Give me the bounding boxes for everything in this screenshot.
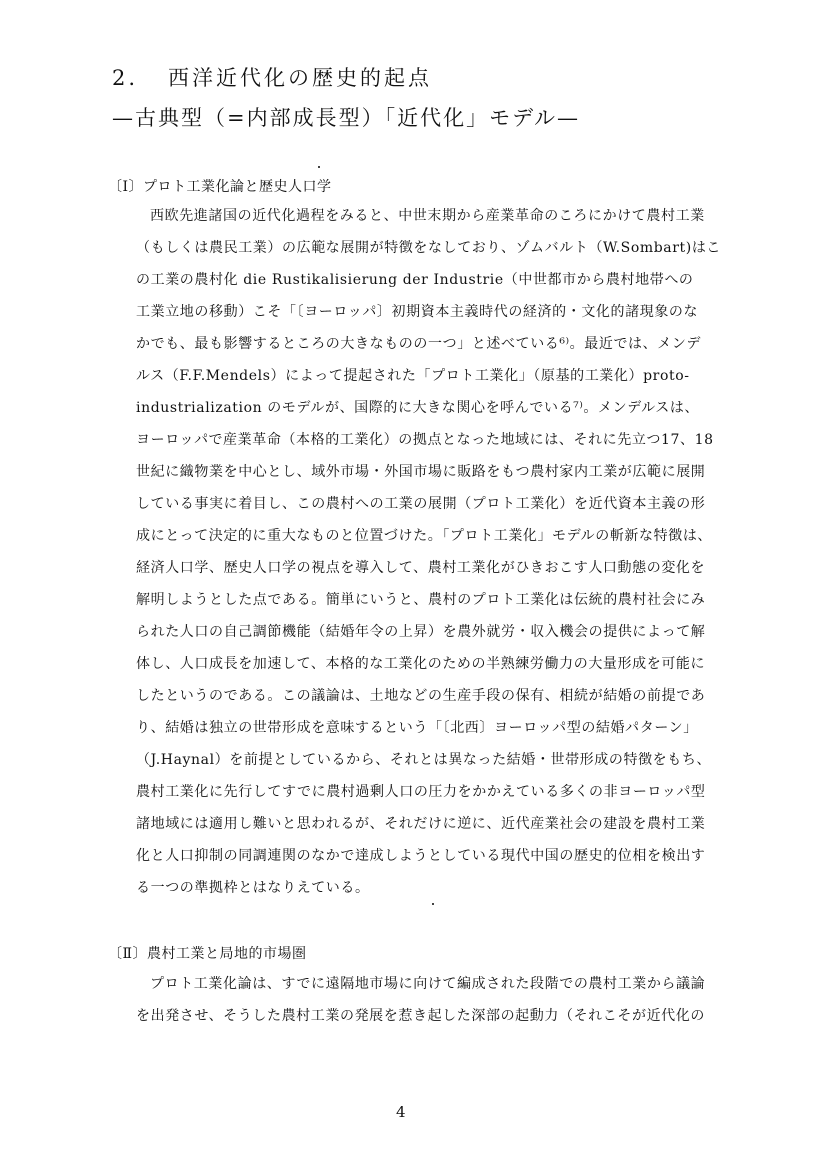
text-line: 成にとって決定的に重大なものと位置づけた。「プロト工業化」モデルの斬新な特徴は、 xyxy=(136,528,713,544)
text-line: 諸地域には適用し難いと思われるが、それだけに逆に、近代産業社会の建設を農村工業 xyxy=(136,816,706,832)
text-line: 経済人口学、歴史人口学の視点を導入して、農村工業化がひきおこす人口動態の変化を xyxy=(136,560,706,576)
text-line: る一つの準拠枠とはなりえている。 xyxy=(136,880,370,896)
text-line: 世紀に織物業を中心とし、域外市場・外国市場に販路をもつ農村家内工業が広範に展開 xyxy=(136,464,706,480)
scan-speck xyxy=(318,166,320,168)
text-line: （J.Haynal）を前提としているから、それとは異なった結婚・世帯形成の特徴をもち、 xyxy=(136,752,712,768)
page-number: 4 xyxy=(396,1103,406,1121)
text-line: を出発させ、そうした農村工業の発展を惹き起した深部の起動力（それこそが近代化の xyxy=(136,1008,705,1024)
chapter-number: 2. xyxy=(112,66,139,90)
section-2-title: 〔Ⅱ〕農村工業と局地的市場圏 xyxy=(108,946,307,962)
text-line: 解明しようとした点である。簡単にいうと、農村のプロト工業化は伝統的農村社会にみ xyxy=(136,592,706,608)
text-line: 体し、人口成長を加速して、本格的な工業化のための半熟練労働力の大量形成を可能に xyxy=(136,656,706,672)
chapter-title: 西洋近代化の歴史的起点 xyxy=(168,66,432,90)
section-2-body xyxy=(136,968,736,1032)
chapter-subtitle: —古典型（=内部成長型）「近代化」モデル— xyxy=(112,106,581,130)
chapter-heading xyxy=(112,62,432,92)
text-line: プロト工業化論は、すでに遠隔地市場に向けて編成された段階での農村工業から議論 xyxy=(150,976,706,992)
text-line: られた人口の自己調節機能（結婚年令の上昇）を農外就労・収入機会の提供によって解 xyxy=(136,624,706,640)
text-line: かでも、最も影響するところの大きなものの一つ」と述べている⁶⁾。最近では、メンデ xyxy=(136,336,702,352)
text-line: 西欧先進諸国の近代化過程をみると、中世末期から産業革命のころにかけて農村工業 xyxy=(150,208,705,224)
text-line: の工業の農村化 die Rustikalisierung der Industrie（中世都市から農村地帯への xyxy=(136,272,694,288)
text-line: 工業立地の移動）こそ「〔ヨーロッパ〕初期資本主義時代の経済的・文化的諸現象のな xyxy=(136,304,699,320)
text-line: （もしくは農民工業）の広範な展開が特徴をなしており、ゾムバルト（W.Sombart)はこ xyxy=(136,240,722,256)
text-line: 農村工業化に先行してすでに農村過剰人口の圧力をかかえている多くの非ヨーロッパ型 xyxy=(136,784,706,800)
text-line: ヨーロッパで産業革命（本格的工業化）の拠点となった地域には、それに先立つ17、18 xyxy=(136,432,714,448)
text-line: 化と人口抑制の同調連関のなかで達成しようとしている現代中国の歴史的位相を検出す xyxy=(136,848,706,864)
section-1-title: 〔Ⅰ〕プロト工業化論と歴史人口学 xyxy=(108,179,332,195)
text-line: ルス（F.F.Mendels）によって提起された「プロト工業化」（原基的工業化）proto- xyxy=(136,368,690,384)
text-line: している事実に着目し、この農村への工業の展開（プロト工業化）を近代資本主義の形 xyxy=(136,496,706,512)
text-line: り、結婚は独立の世帯形成を意味するという「〔北西〕ヨーロッパ型の結婚パターン」 xyxy=(136,720,698,736)
text-line: industrialization のモデルが、国際的に大きな関心を呼んでいる⁷⁾。メンデルスは、 xyxy=(136,400,700,416)
text-line: したというのである。この議論は、土地などの生産手段の保有、相続が結婚の前提であ xyxy=(136,688,706,704)
scan-speck xyxy=(432,903,434,905)
section-1-body xyxy=(136,200,736,904)
